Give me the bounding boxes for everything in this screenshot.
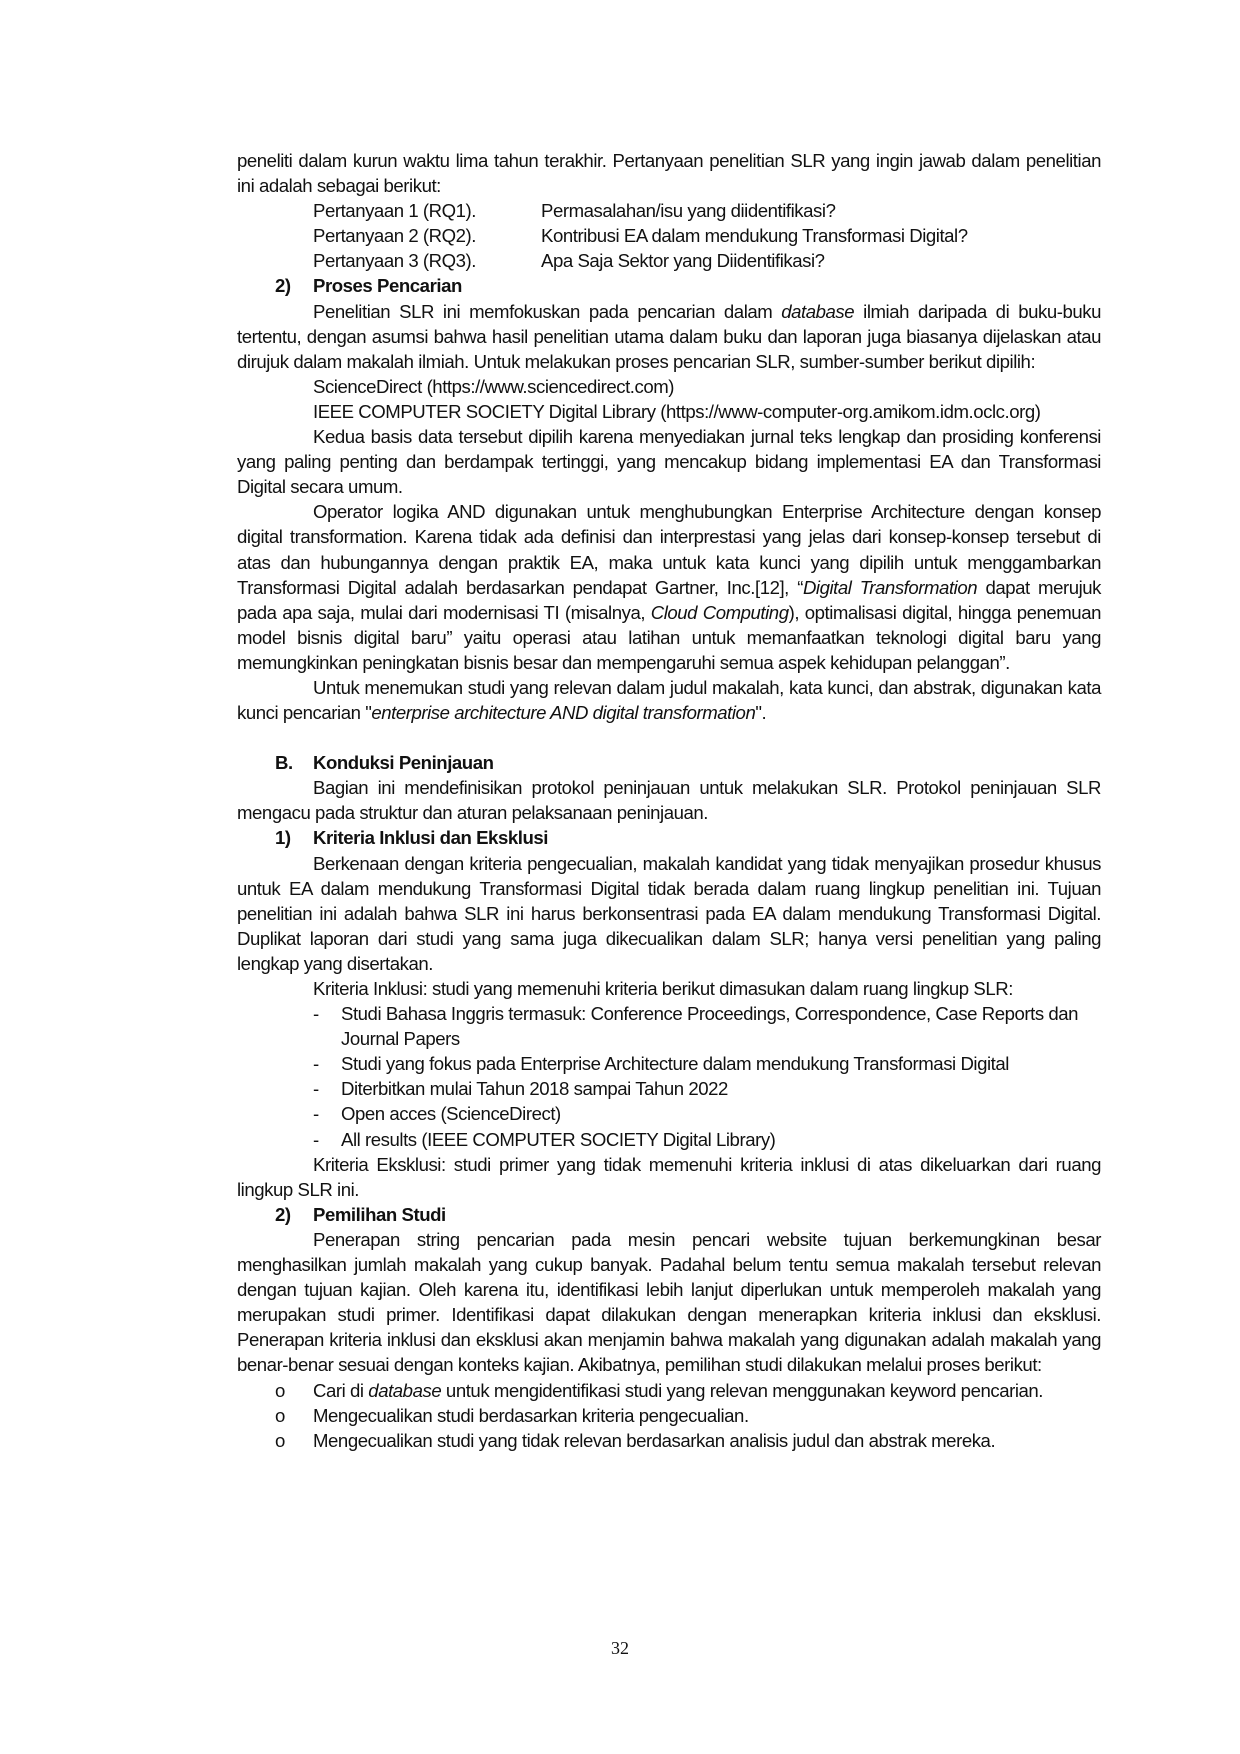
spacer [237, 725, 1101, 750]
source-ieee: IEEE COMPUTER SOCIETY Digital Library (https://www-computer-org.amikom.idm.oclc.org) [313, 400, 1041, 422]
dash-marker: - [313, 1003, 319, 1025]
dash-marker: - [313, 1128, 319, 1150]
rq-key: Pertanyaan 2 (RQ2). [313, 225, 477, 247]
heading-number: 1) [275, 827, 291, 849]
proses-paragraph-1 [237, 299, 1101, 374]
text-run: dapat merujuk pada apa saja, mulai dari modernisasi TI (misalnya, [237, 576, 1102, 623]
list-text: Open acces (ScienceDirect) [341, 1103, 561, 1125]
list-text: Mengecualikan studi berdasarkan kriteria pengecualian. [313, 1404, 749, 1426]
eksklusi-paragraph: Kriteria Eksklusi: studi primer yang tidak memenuhi kriteria inklusi di atas dikeluarkan dari ruang lingkup SLR ini. [237, 1153, 1101, 1200]
heading-kriteria [275, 825, 1101, 850]
step-item-1 [275, 1378, 1101, 1403]
inklusi-item-2 [313, 1051, 1101, 1076]
heading-number: B. [275, 752, 293, 774]
page-number: 32 [611, 1638, 629, 1658]
text-run: Penelitian SLR ini memfokuskan pada pencarian dalam [313, 300, 782, 322]
list-text: Studi yang fokus pada Enterprise Architecture dalam mendukung Transformasi Digital [341, 1053, 1009, 1075]
heading-konduksi-peninjauan [275, 750, 1101, 775]
inklusi-item-3 [313, 1076, 1101, 1101]
emphasis-run: database [368, 1379, 442, 1401]
research-question-2 [313, 223, 1101, 248]
intro-paragraph: peneliti dalam kurun waktu lima tahun terakhir. Pertanyaan penelitian SLR yang ingin jawab dalam penelitian ini adalah sebagai berikut: [237, 150, 1101, 197]
text-run: Untuk menemukan studi yang relevan dalam judul makalah, kata kunci, dan abstrak, digunakan kata kunci pencarian " [237, 676, 1101, 724]
circle-marker: o [275, 1429, 285, 1451]
heading-proses-pencarian [275, 273, 1101, 298]
text-run: untuk mengidentifikasi studi yang relevan menggunakan keyword pencarian. [441, 1379, 1044, 1401]
dash-marker: - [313, 1103, 319, 1125]
kriteria-paragraph: Berkenaan dengan kriteria pengecualian, makalah kandidat yang tidak menyajikan prosedur khusus untuk EA dalam mendukung Transformasi Digital tidak berada dalam ruang lingkup penelitian ini. Tujuan penelitian ini adalah bahwa SLR ini harus berkonsentrasi pada EA dalam mendukung Transformasi Digital. Duplikat laporan dari studi yang sama juga dikecualikan dalam SLR; hanya versi penelitian yang paling lengkap yang disertakan. [237, 852, 1101, 974]
heading-title: Konduksi Peninjauan [313, 752, 494, 774]
list-text: Diterbitkan mulai Tahun 2018 sampai Tahun 2022 [341, 1078, 728, 1100]
heading-title: Proses Pencarian [313, 275, 462, 297]
inklusi-item-5 [313, 1127, 1101, 1152]
inklusi-intro: Kriteria Inklusi: studi yang memenuhi kriteria berikut dimasukan dalam ruang lingkup SLR: [313, 978, 1013, 999]
source-sciencedirect: ScienceDirect (https://www.sciencedirect.com) [313, 375, 675, 397]
circle-marker: o [275, 1404, 285, 1426]
heading-title: Kriteria Inklusi dan Eksklusi [313, 827, 548, 849]
pemilihan-paragraph: Penerapan string pencarian pada mesin pencari website tujuan berkemungkinan besar menghasilkan jumlah makalah yang cukup banyak. Padahal belum tentu semua makalah tersebut relevan dengan tujuan kajian. Oleh karena itu, identifikasi lebih lanjut diperlukan untuk memperoleh makalah yang merupakan studi primer. Identifikasi dapat dilakukan dengan menerapkan kriteria inklusi dan eksklusi. Penerapan kriteria inklusi dan eksklusi akan menjamin bahwa makalah yang digunakan adalah makalah yang benar-benar sesuai dengan konteks kajian. Akibatnya, pemilihan studi dilakukan melalui proses berikut: [237, 1228, 1101, 1376]
heading-number: 2) [275, 1203, 291, 1225]
proses-paragraph-4 [237, 675, 1101, 725]
step-item-3 [275, 1428, 1101, 1453]
text-run: Cari di [313, 1379, 369, 1401]
proses-paragraph-3 [237, 499, 1101, 675]
dash-marker: - [313, 1053, 319, 1075]
step-item-2 [275, 1403, 1101, 1428]
rq-text: Apa Saja Sektor yang Diidentifikasi? [541, 250, 825, 272]
rq-text: Kontribusi EA dalam mendukung Transformasi Digital? [541, 225, 968, 247]
heading-title: Pemilihan Studi [313, 1203, 446, 1225]
emphasis-run: database [781, 300, 855, 322]
list-text [313, 1378, 1101, 1403]
heading-number: 2) [275, 275, 291, 297]
list-text: Mengecualikan studi yang tidak relevan berdasarkan analisis judul dan abstrak mereka. [313, 1429, 996, 1451]
text-run: ilmiah daripada di buku-buku tertentu, dengan asumsi bahwa hasil penelitian utama dalam buku dan laporan juga biasanya dijelaskan atau dirujuk dalam makalah ilmiah. Untuk melakukan proses pencarian SLR, sumber-sumber berikut dipilih: [237, 300, 1101, 372]
dash-marker: - [313, 1078, 319, 1100]
rq-text: Permasalahan/isu yang diidentifikasi? [541, 200, 836, 222]
konduksi-paragraph: Bagian ini mendefinisikan protokol peninjauan untuk melakukan SLR. Protokol peninjauan SLR mengacu pada struktur dan aturan pelaksanaan peninjauan. [237, 777, 1101, 824]
text-run: Operator logika AND digunakan untuk menghubungkan Enterprise Architecture dengan konsep digital transformation. Karena tidak ada definisi dan interprestasi yang jelas dari konsep-konsep tersebut di atas dan hubungannya dengan praktik EA, maka untuk kata kunci yang dipilih untuk menggambarkan Transformasi Digital adalah berdasarkan pendapat Gartner, Inc.[12], “ [237, 501, 1101, 598]
rq-key: Pertanyaan 3 (RQ3). [313, 250, 477, 272]
emphasis-run: Digital Transformation [802, 576, 978, 598]
circle-marker: o [275, 1379, 285, 1401]
emphasis-run: enterprise architecture AND digital transformation [371, 702, 756, 724]
heading-pemilihan-studi [275, 1202, 1101, 1227]
inklusi-item-1 [313, 1001, 1101, 1051]
list-text: All results (IEEE COMPUTER SOCIETY Digital Library) [341, 1128, 776, 1150]
text-run: ". [755, 702, 767, 724]
emphasis-run: Cloud Computing [650, 601, 789, 623]
research-question-3 [313, 248, 1101, 273]
text-run: ), optimalisasi digital, hingga penemuan model bisnis digital baru” yaitu operasi atau latihan untuk memanfaatkan teknologi digital baru yang memungkinkan peningkatan bisnis besar dan mempengaruhi semua aspek kehidupan pelanggan”. [237, 601, 1101, 673]
inklusi-item-4 [313, 1101, 1101, 1126]
research-question-1 [313, 198, 1101, 223]
proses-paragraph-2: Kedua basis data tersebut dipilih karena menyediakan jurnal teks lengkap dan prosiding konferensi yang paling penting dan berdampak tertinggi, yang mencakup bidang implementasi EA dan Transformasi Digital secara umum. [237, 426, 1101, 498]
rq-key: Pertanyaan 1 (RQ1). [313, 200, 477, 222]
list-text: Studi Bahasa Inggris termasuk: Conference Proceedings, Correspondence, Case Reports dan Journal Papers [341, 1003, 1079, 1050]
document-body [237, 148, 1101, 1453]
